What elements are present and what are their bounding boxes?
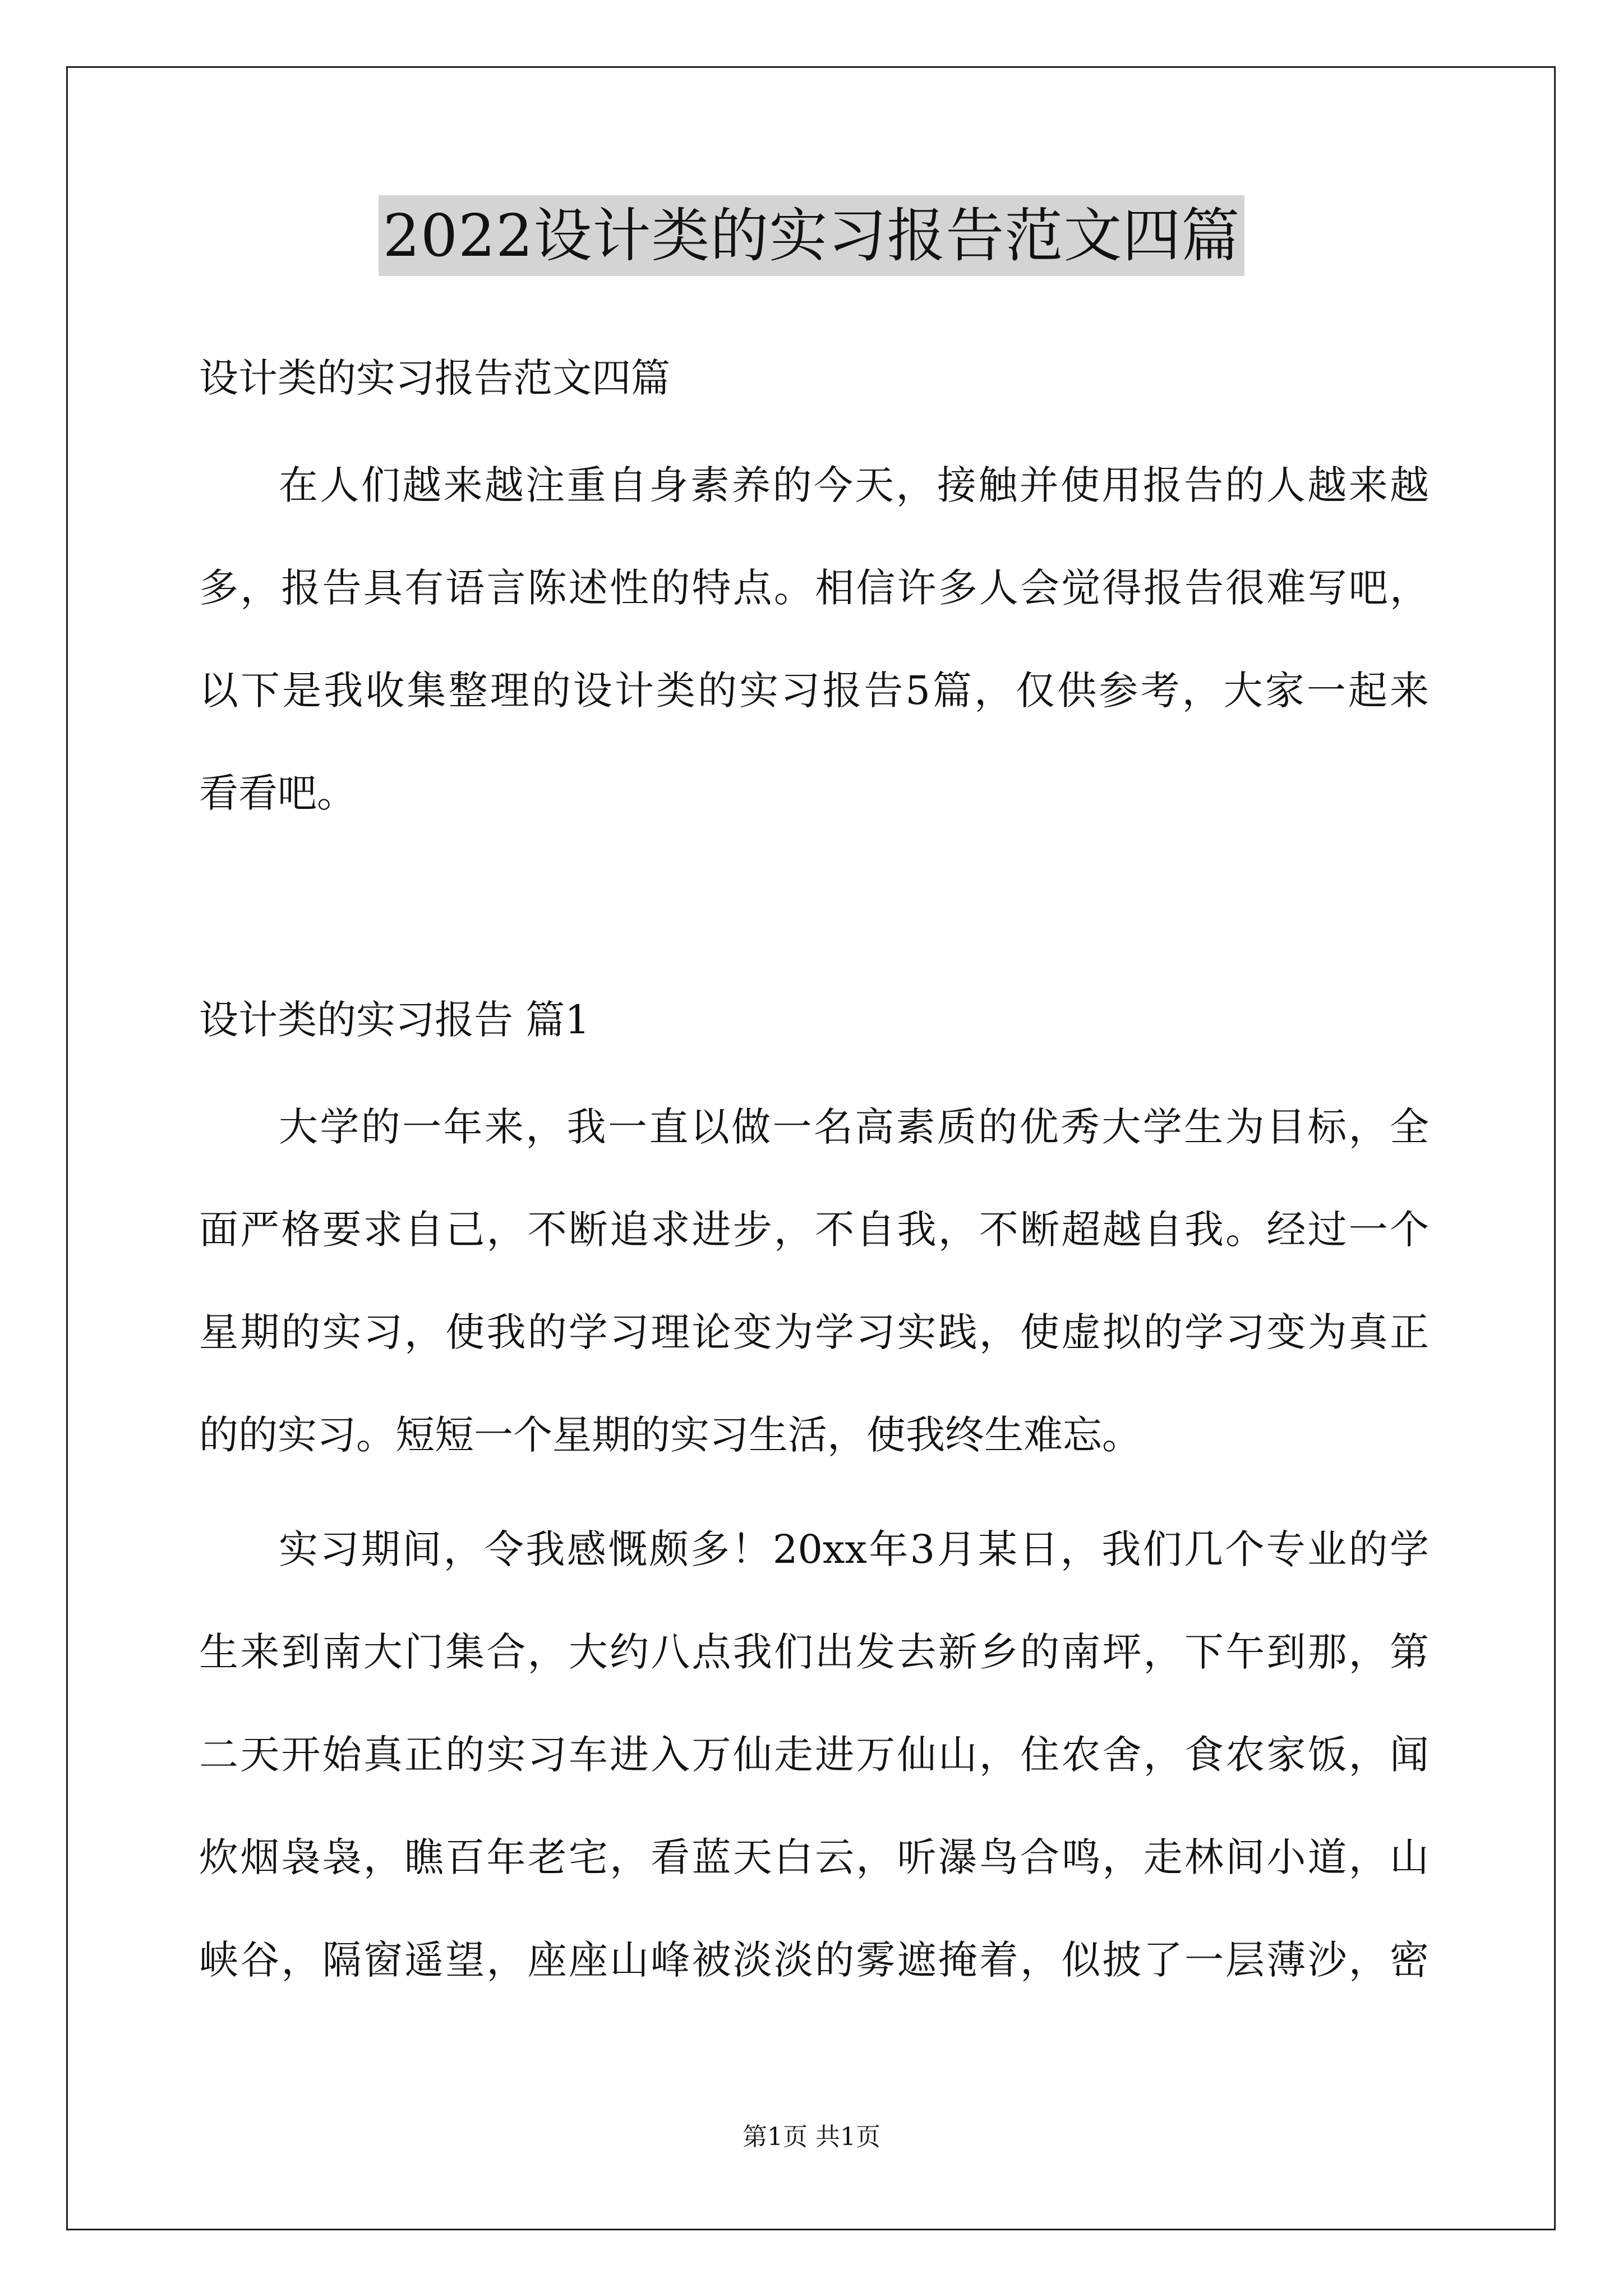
intro-line: 看看吧。 [199,770,356,816]
intro-line: 在人们越来越注重自身素养的今天，接触并使用报告的人越来越 [279,462,1429,508]
intro-line: 以下是我收集整理的设计类的实习报告5篇，仅供参考，大家一起来 [199,668,1429,714]
paragraph-line: 峡谷，隔窗遥望，座座山峰被淡淡的雾遮掩着，似披了一层薄沙，密 [199,1937,1429,1983]
page-title: 2022设计类的实习报告范文四篇 [379,195,1245,276]
paragraph-line: 的的实习。短短一个星期的实习生活，使我终生难忘。 [199,1412,1141,1458]
page-footer: 第1页 共1页 [743,2123,880,2151]
title-container [0,195,1623,276]
paragraph-line: 炊烟袅袅，瞧百年老宅，看蓝天白云，听瀑鸟合鸣，走林间小道，山 [199,1834,1429,1880]
paragraph-line: 星期的实习，使我的学习理论变为学习实践，使虚拟的学习变为真正 [199,1309,1429,1355]
paragraph-line: 面严格要求自己，不断追求进步，不自我，不断超越自我。经过一个 [199,1207,1429,1253]
intro-line: 多，报告具有语言陈述性的特点。相信许多人会觉得报告很难写吧， [199,565,1429,611]
paragraph-line: 二天开始真正的实习车进入万仙走进万仙山，住农舍，食农家饭，闻 [199,1732,1429,1778]
paragraph-line: 实习期间，令我感慨颇多！20xx年3月某日，我们几个专业的学 [279,1526,1429,1572]
section-heading: 设计类的实习报告 篇1 [199,997,590,1043]
paragraph-line: 生来到南大门集合，大约八点我们出发去新乡的南坪，下午到那，第 [199,1629,1429,1675]
subtitle: 设计类的实习报告范文四篇 [199,355,670,401]
paragraph-line: 大学的一年来，我一直以做一名高素质的优秀大学生为目标，全 [279,1104,1429,1150]
